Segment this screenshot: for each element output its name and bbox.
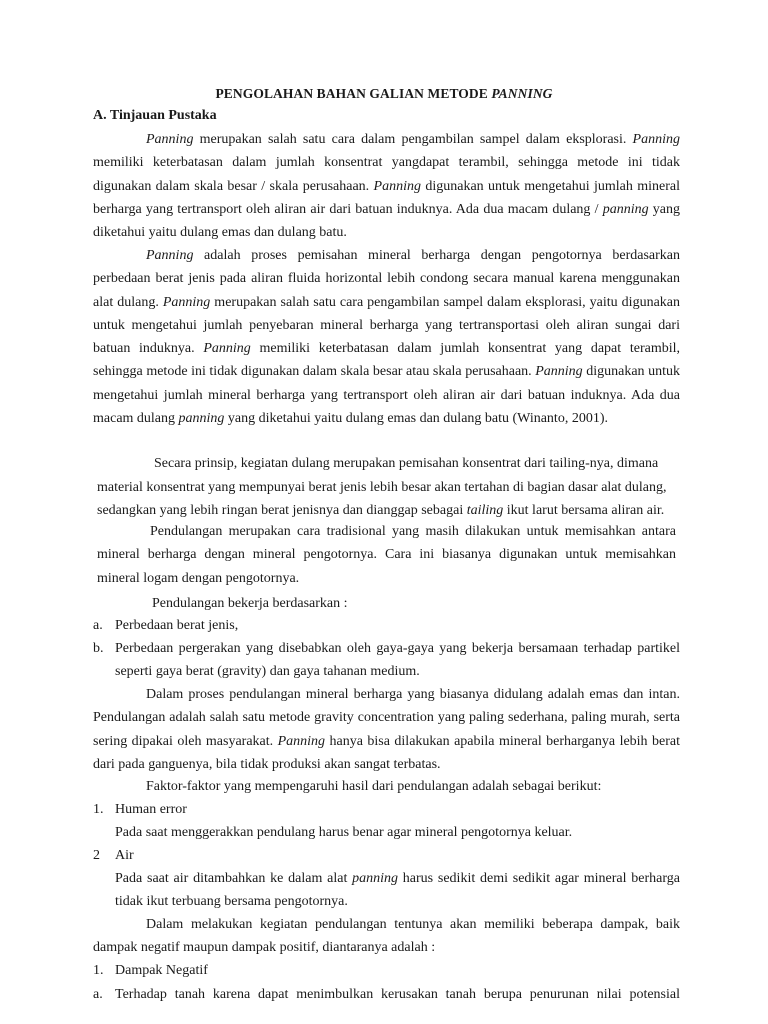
list-marker: a. [93, 987, 103, 1002]
paragraph-3-line-2: material konsentrat yang mempunyai berat jenis lebih besar akan tertahan di bagian dasar alat dulang, [97, 480, 667, 495]
impact-item: Terhadap tanah karena dapat menimbulkan kerusakan tanah berupa penurunan nilai potensial [115, 987, 680, 1002]
list-marker: 1. [93, 963, 104, 978]
paragraph-1: Panning merupakan salah satu cara dalam pengambilan sampel dalam eksplorasi. Panning memiliki keterbatasan dalam jumlah konsentrat yangdapat terambil, sehingga metode ini tidak digunakan dalam skala besar / skala perusahaan. Panning digunakan untuk mengetahui jumlah mineral berharga yang tertransport oleh aliran air dari batuan induknya. Ada dua macam dulang / panning yang diketahui yaitu dulang emas dan dulang batu. [93, 132, 680, 241]
impact-title: Dampak Negatif [115, 963, 208, 978]
paragraph-5: Pendulangan bekerja berdasarkan : [152, 596, 348, 611]
paragraph-3-line-3: sedangkan yang lebih ringan berat jenisnya dan dianggap sebagai tailing ikut larut bersama aliran air. [97, 503, 665, 518]
factor-description: Pada saat menggerakkan pendulang harus benar agar mineral pengotornya keluar. [115, 825, 573, 840]
factor-title: Air [115, 848, 134, 863]
paragraph-3-line-1: Secara prinsip, kegiatan dulang merupakan pemisahan konsentrat dari tailing-nya, dimana [154, 456, 659, 471]
document-title: PENGOLAHAN BAHAN GALIAN METODE PANNING [215, 86, 553, 101]
paragraph-2: Panning adalah proses pemisahan mineral berharga dengan pengotornya berdasarkan perbedaan berat jenis pada aliran fluida horizontal lebih condong secara manual karena menggunakan alat dulang. Panning merupakan salah satu cara pengambilan sampel dalam eksplorasi, yaitu digunakan untuk mengetahui jumlah penyebaran mineral berharga yang tertransportasi oleh aliran sungai dari batuan induknya. Panning memiliki keterbatasan dalam jumlah konsentrat yang dapat terambil, sehingga metode ini tidak digunakan dalam skala besar atau skala perusahaan. Panning digunakan untuk mengetahui jumlah mineral berharga yang tertransport oleh aliran air dari batuan induknya. Ada dua macam dulang panning yang diketahui yaitu dulang emas dan dulang batu (Winanto, 2001). [93, 248, 680, 427]
list-marker: a. [93, 618, 103, 633]
factor-description: Pada saat air ditambahkan ke dalam alat panning harus sedikit demi sedikit agar mineral berharga tidak ikut terbuang bersama pengotornya. [115, 871, 680, 910]
paragraph-6: Dalam proses pendulangan mineral berharga yang biasanya didulang adalah emas dan intan. Pendulangan adalah salah satu metode gravity concentration yang paling sederhana, paling murah, serta sering dipakai oleh masyarakat. Panning hanya bisa dilakukan apabila mineral berharganya lebih berat dari pada ganguenya, bila tidak produksi akan sangat terbatas. [93, 687, 680, 772]
list-item: Perbedaan pergerakan yang disebabkan oleh gaya-gaya yang bekerja bersamaan terhadap partikel seperti gaya berat (gravity) dan gaya tahanan medium. [115, 641, 680, 680]
paragraph-8: Dalam melakukan kegiatan pendulangan tentunya akan memiliki beberapa dampak, baik dampak negatif maupun dampak positif, diantaranya adalah : [93, 917, 680, 956]
paragraph-4: Pendulangan merupakan cara tradisional yang masih dilakukan untuk memisahkan antara mineral berharga dengan mineral pengotornya. Cara ini biasanya digunakan untuk memisahkan mineral logam dengan pengotornya. [97, 524, 676, 586]
factor-title: Human error [115, 802, 187, 817]
list-marker: 2 [93, 848, 100, 863]
list-item: Perbedaan berat jenis, [115, 618, 239, 633]
list-marker: 1. [93, 802, 104, 817]
paragraph-7: Faktor-faktor yang mempengaruhi hasil dari pendulangan adalah sebagai berikut: [146, 779, 602, 794]
list-marker: b. [93, 641, 104, 656]
section-heading: A. Tinjauan Pustaka [93, 108, 217, 123]
